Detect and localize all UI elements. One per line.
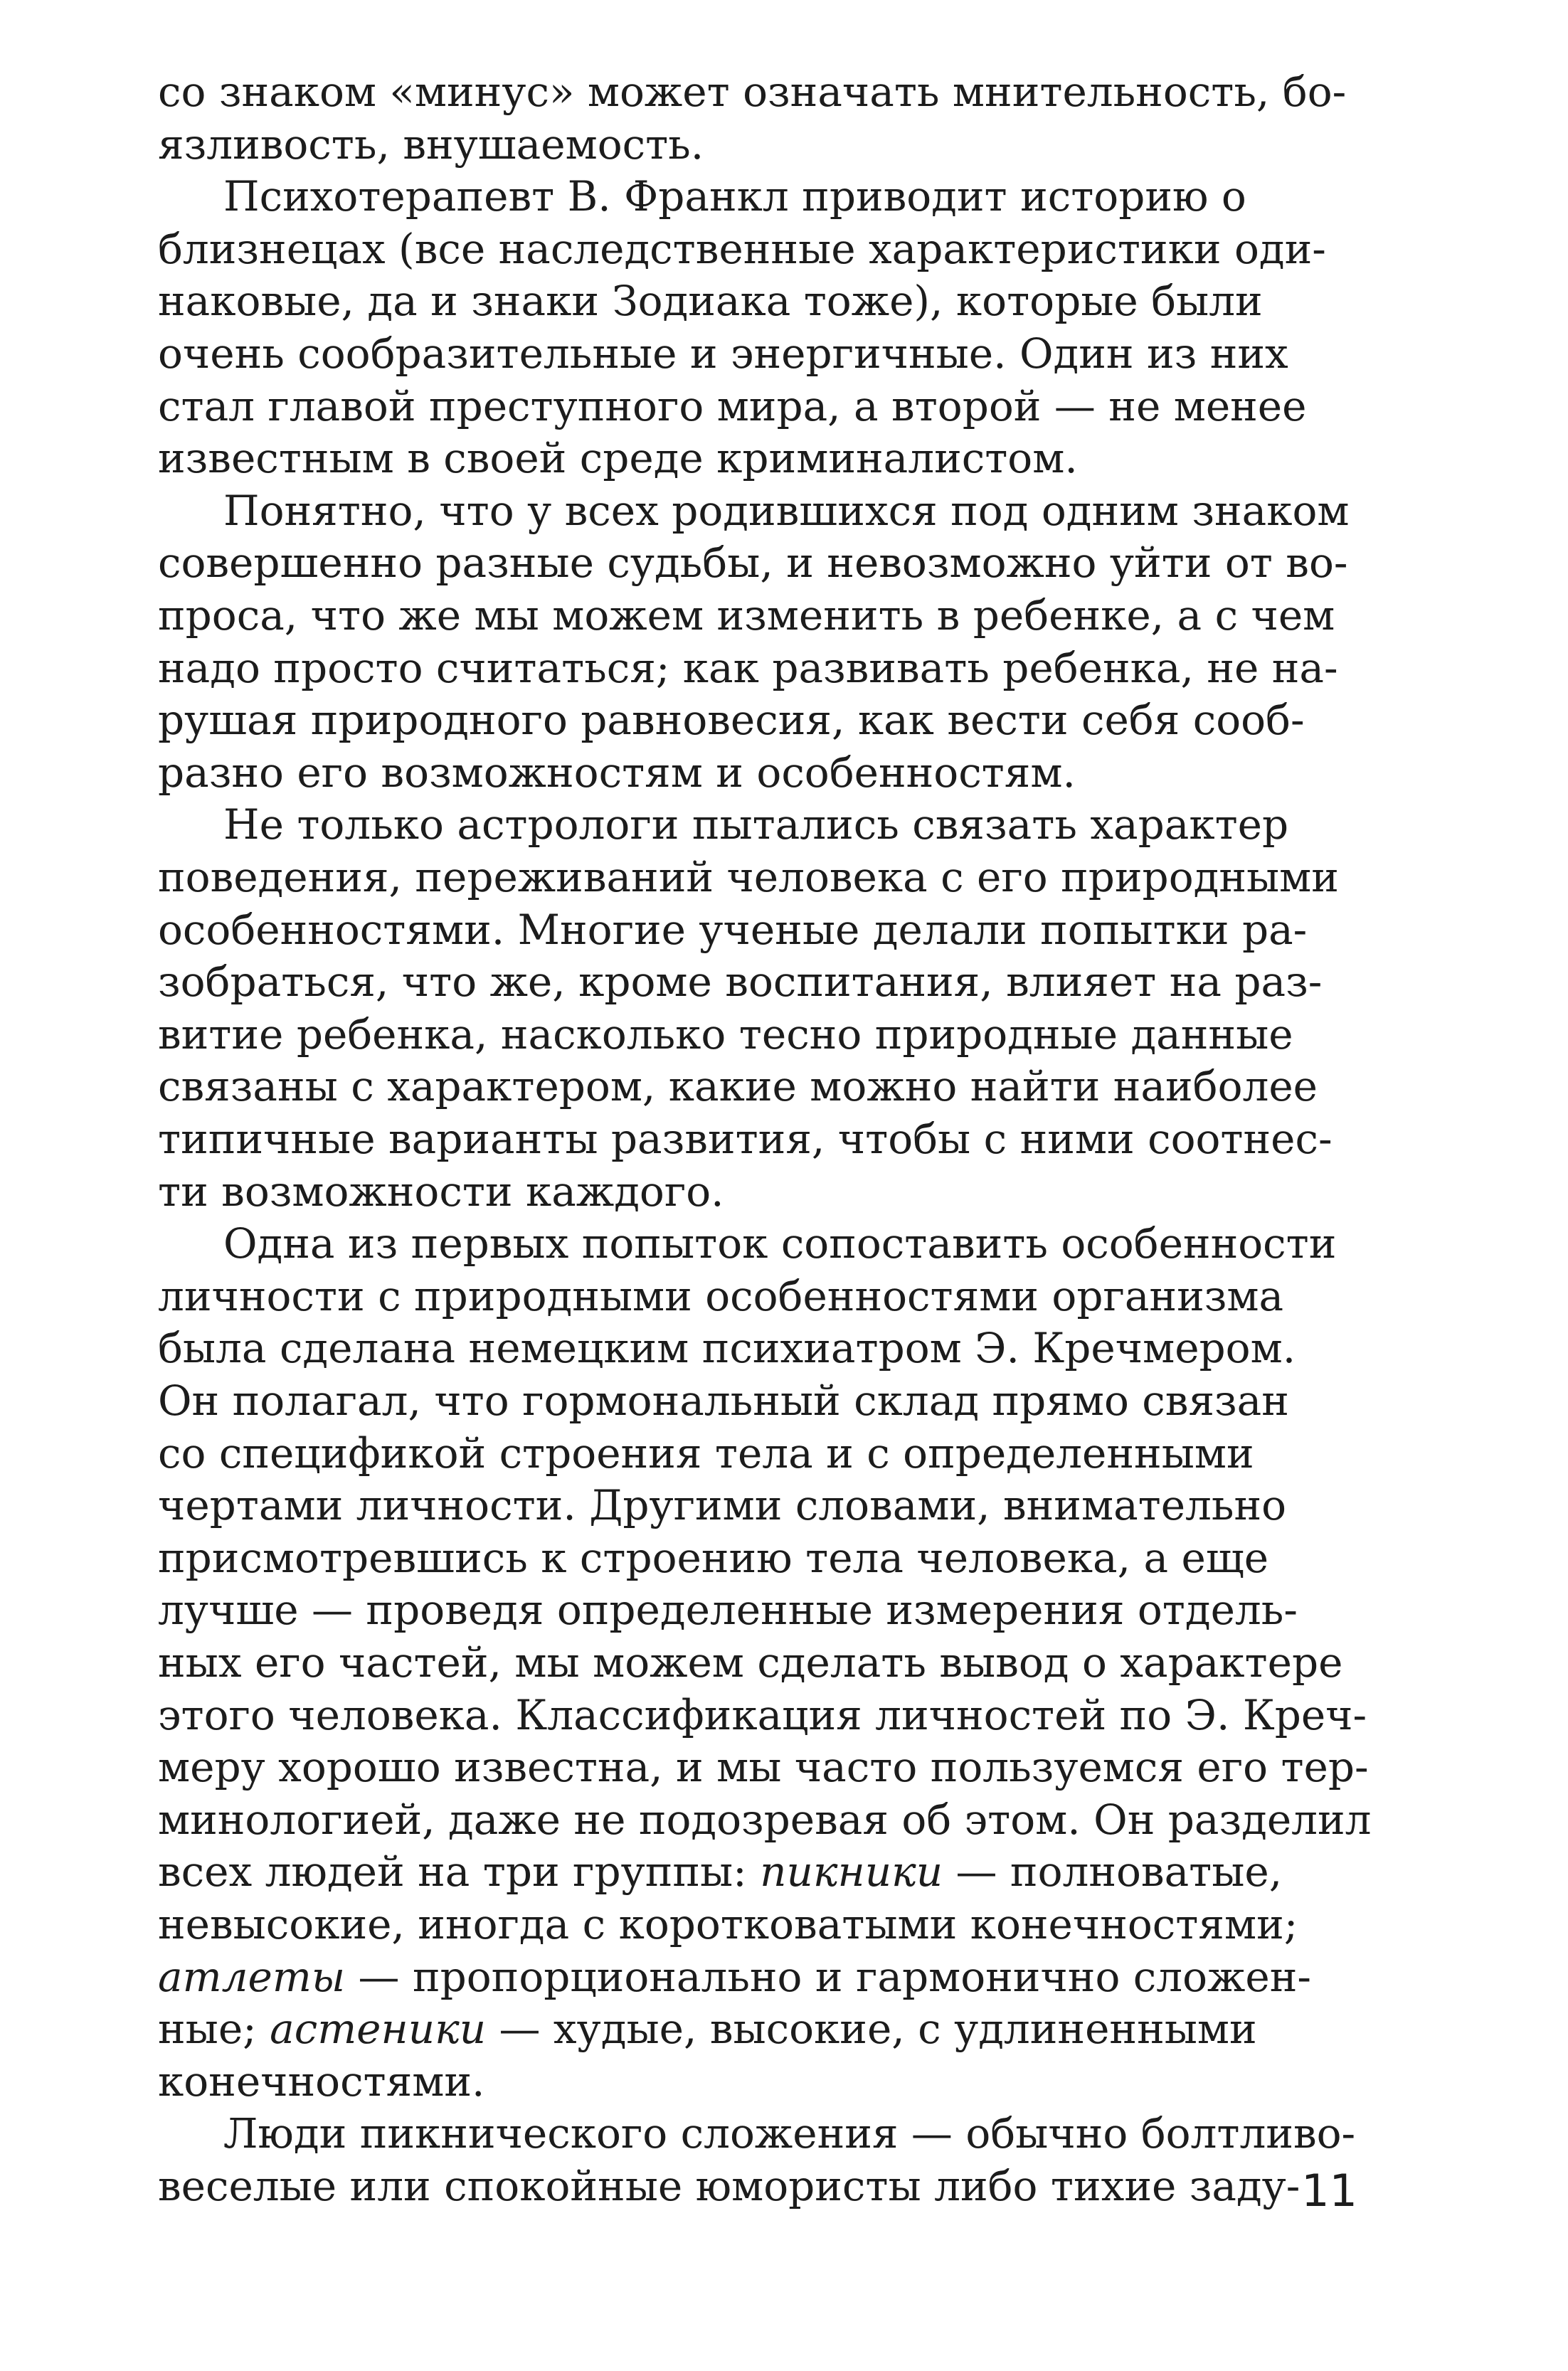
text-line: надо просто считаться; как развивать ребенка, не на-	[158, 644, 1338, 692]
text-line: разно его возможностям и особенностям.	[158, 748, 1076, 797]
paragraph-start-line: Одна из первых попыток сопоставить особенности	[223, 1219, 1337, 1268]
paragraph-start-line: Не только астрологи пытались связать характер	[223, 800, 1289, 849]
term-pikniki: пикники	[760, 1847, 943, 1896]
text-line: близнецах (все наследственные характеристики оди-	[158, 225, 1326, 273]
text-line: типичные варианты развития, чтобы с ними соотнес-	[158, 1115, 1333, 1163]
text-line: со знаком «минус» может означать мнительность, бо-	[158, 68, 1347, 116]
text-line: язливость, внушаемость.	[158, 120, 704, 169]
text-line: невысокие, иногда с коротковатыми конечностями;	[158, 1900, 1298, 1948]
text-line: со спецификой строения тела и с определенными	[158, 1429, 1254, 1478]
text-line: известным в своей среде криминалистом.	[158, 434, 1078, 482]
text-line-with-term	[158, 2003, 1400, 2055]
text-line: личности с природными особенностями организма	[158, 1272, 1284, 1320]
text-line: очень сообразительные и энергичные. Один из них	[158, 329, 1288, 378]
text-fragment: — худые, высокие, с удлиненными	[486, 2005, 1257, 2053]
text-line: ных его частей, мы можем сделать вывод о характере	[158, 1638, 1343, 1687]
text-line-with-term	[158, 1845, 1400, 1898]
text-fragment: — полноватые,	[943, 1847, 1283, 1896]
paragraph-start-line: Понятно, что у всех родившихся под одним знаком	[223, 487, 1350, 535]
term-atlety: атлеты	[158, 1953, 346, 2001]
text-block	[158, 0, 1400, 2371]
paragraph-start-line: Психотерапевт В. Франкл приводит историю о	[223, 172, 1246, 221]
page-number: 11	[1301, 2165, 1357, 2217]
text-line-with-term	[158, 1951, 1400, 2003]
text-line: Он полагал, что гормональный склад прямо связан	[158, 1377, 1289, 1425]
text-line: поведения, переживаний человека с его природными	[158, 853, 1339, 901]
term-asteniki: астеники	[270, 2005, 487, 2053]
text-line: витие ребенка, насколько тесно природные данные	[158, 1010, 1293, 1059]
text-line: ти возможности каждого.	[158, 1167, 724, 1216]
text-line: лучше — проведя определенные измерения отдель-	[158, 1586, 1298, 1634]
text-line: веселые или спокойные юмористы либо тихие заду-	[158, 2162, 1301, 2210]
text-line: совершенно разные судьбы, и невозможно уйти от во-	[158, 539, 1348, 587]
paragraph-start-line: Люди пикнического сложения — обычно болтливо-	[223, 2109, 1356, 2158]
text-line: рушая природного равновесия, как вести себя сооб-	[158, 696, 1305, 744]
text-line: связаны с характером, какие можно найти наиболее	[158, 1062, 1318, 1110]
text-line: минологией, даже не подозревая об этом. Он разделил	[158, 1796, 1372, 1844]
text-fragment: — пропорционально и гармонично сложен-	[345, 1953, 1311, 2001]
text-line: присмотревшись к строению тела человека, а еще	[158, 1534, 1269, 1582]
text-line: стал главой преступного мира, а второй — не менее	[158, 382, 1307, 430]
text-line: особенностями. Многие ученые делали попытки ра-	[158, 906, 1308, 954]
text-line: наковые, да и знаки Зодиака тоже), которые были	[158, 277, 1263, 325]
text-line: меру хорошо известна, и мы часто пользуемся его тер-	[158, 1743, 1369, 1791]
text-line: этого человека. Классификация личностей по Э. Креч-	[158, 1691, 1367, 1739]
text-fragment: ные;	[158, 2005, 270, 2053]
text-fragment: всех людей на три группы:	[158, 1847, 761, 1896]
text-line: чертами личности. Другими словами, внимательно	[158, 1481, 1287, 1529]
text-line: конечностями.	[158, 2057, 485, 2106]
text-line: зобраться, что же, кроме воспитания, влияет на раз-	[158, 958, 1323, 1006]
text-line: была сделана немецким психиатром Э. Кречмером.	[158, 1324, 1296, 1372]
text-line: проса, что же мы можем изменить в ребенке, а с чем	[158, 591, 1335, 640]
